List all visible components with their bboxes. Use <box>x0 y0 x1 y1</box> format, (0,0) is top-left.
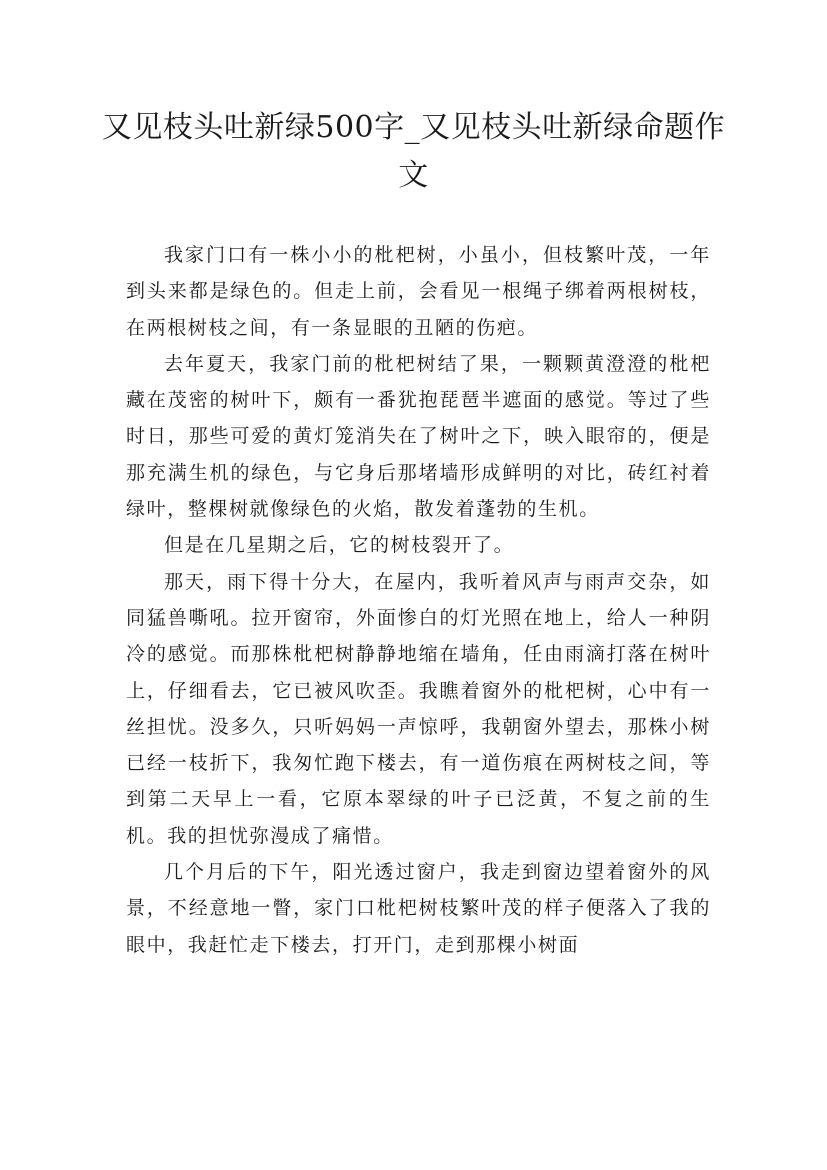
paragraph: 但是在几星期之后，它的树枝裂开了。 <box>164 534 515 557</box>
document-title: 又见枝头吐新绿500字_又见枝头吐新绿命题作文 <box>101 110 726 193</box>
paragraph: 去年夏天，我家门前的枇杷树结了果，一颗颗黄澄澄的枇杷藏在茂密的树叶下，颇有一番犹抱琵琶半遮面的感觉。等过了些时日，那些可爱的黄灯笼消失在了树叶之下，映入眼帘的，便是那充满生机的绿色，与它身后那堵墙形成鲜明的对比，砖红衬着绿叶，整棵树就像绿色的火焰，散发着蓬勃的生机。 <box>126 352 711 521</box>
paragraph: 我家门口有一株小小的枇杷树，小虽小，但枝繁叶茂，一年到头来都是绿色的。但走上前，会看见一根绳子绑着两根树枝，在两根树枝之间，有一条显眼的丑陋的伤疤。 <box>126 244 711 339</box>
paragraph: 那天，雨下得十分大，在屋内，我听着风声与雨声交杂，如同猛兽嘶吼。拉开窗帘，外面惨白的灯光照在地上，给人一种阴冷的感觉。而那株枇杷树静静地缩在墙角，任由雨滴打落在树叶上，仔细看去，它已被风吹歪。我瞧着窗外的枇杷树，心中有一丝担忧。没多久，只听妈妈一声惊呼，我朝窗外望去，那株小树已经一枝折下，我匆忙跑下楼去，有一道伤痕在两树枝之间，等到第二天早上一看，它原本翠绿的叶子已泛黄，不复之前的生机。我的担忧弥漫成了痛惜。 <box>126 570 711 847</box>
document-body <box>126 237 711 963</box>
paragraph: 几个月后的下午，阳光透过窗户，我走到窗边望着窗外的风景，不经意地一瞥，家门口枇杷树枝繁叶茂的样子便落入了我的眼中，我赶忙走下楼去，打开门，走到那棵小树面 <box>126 861 711 956</box>
